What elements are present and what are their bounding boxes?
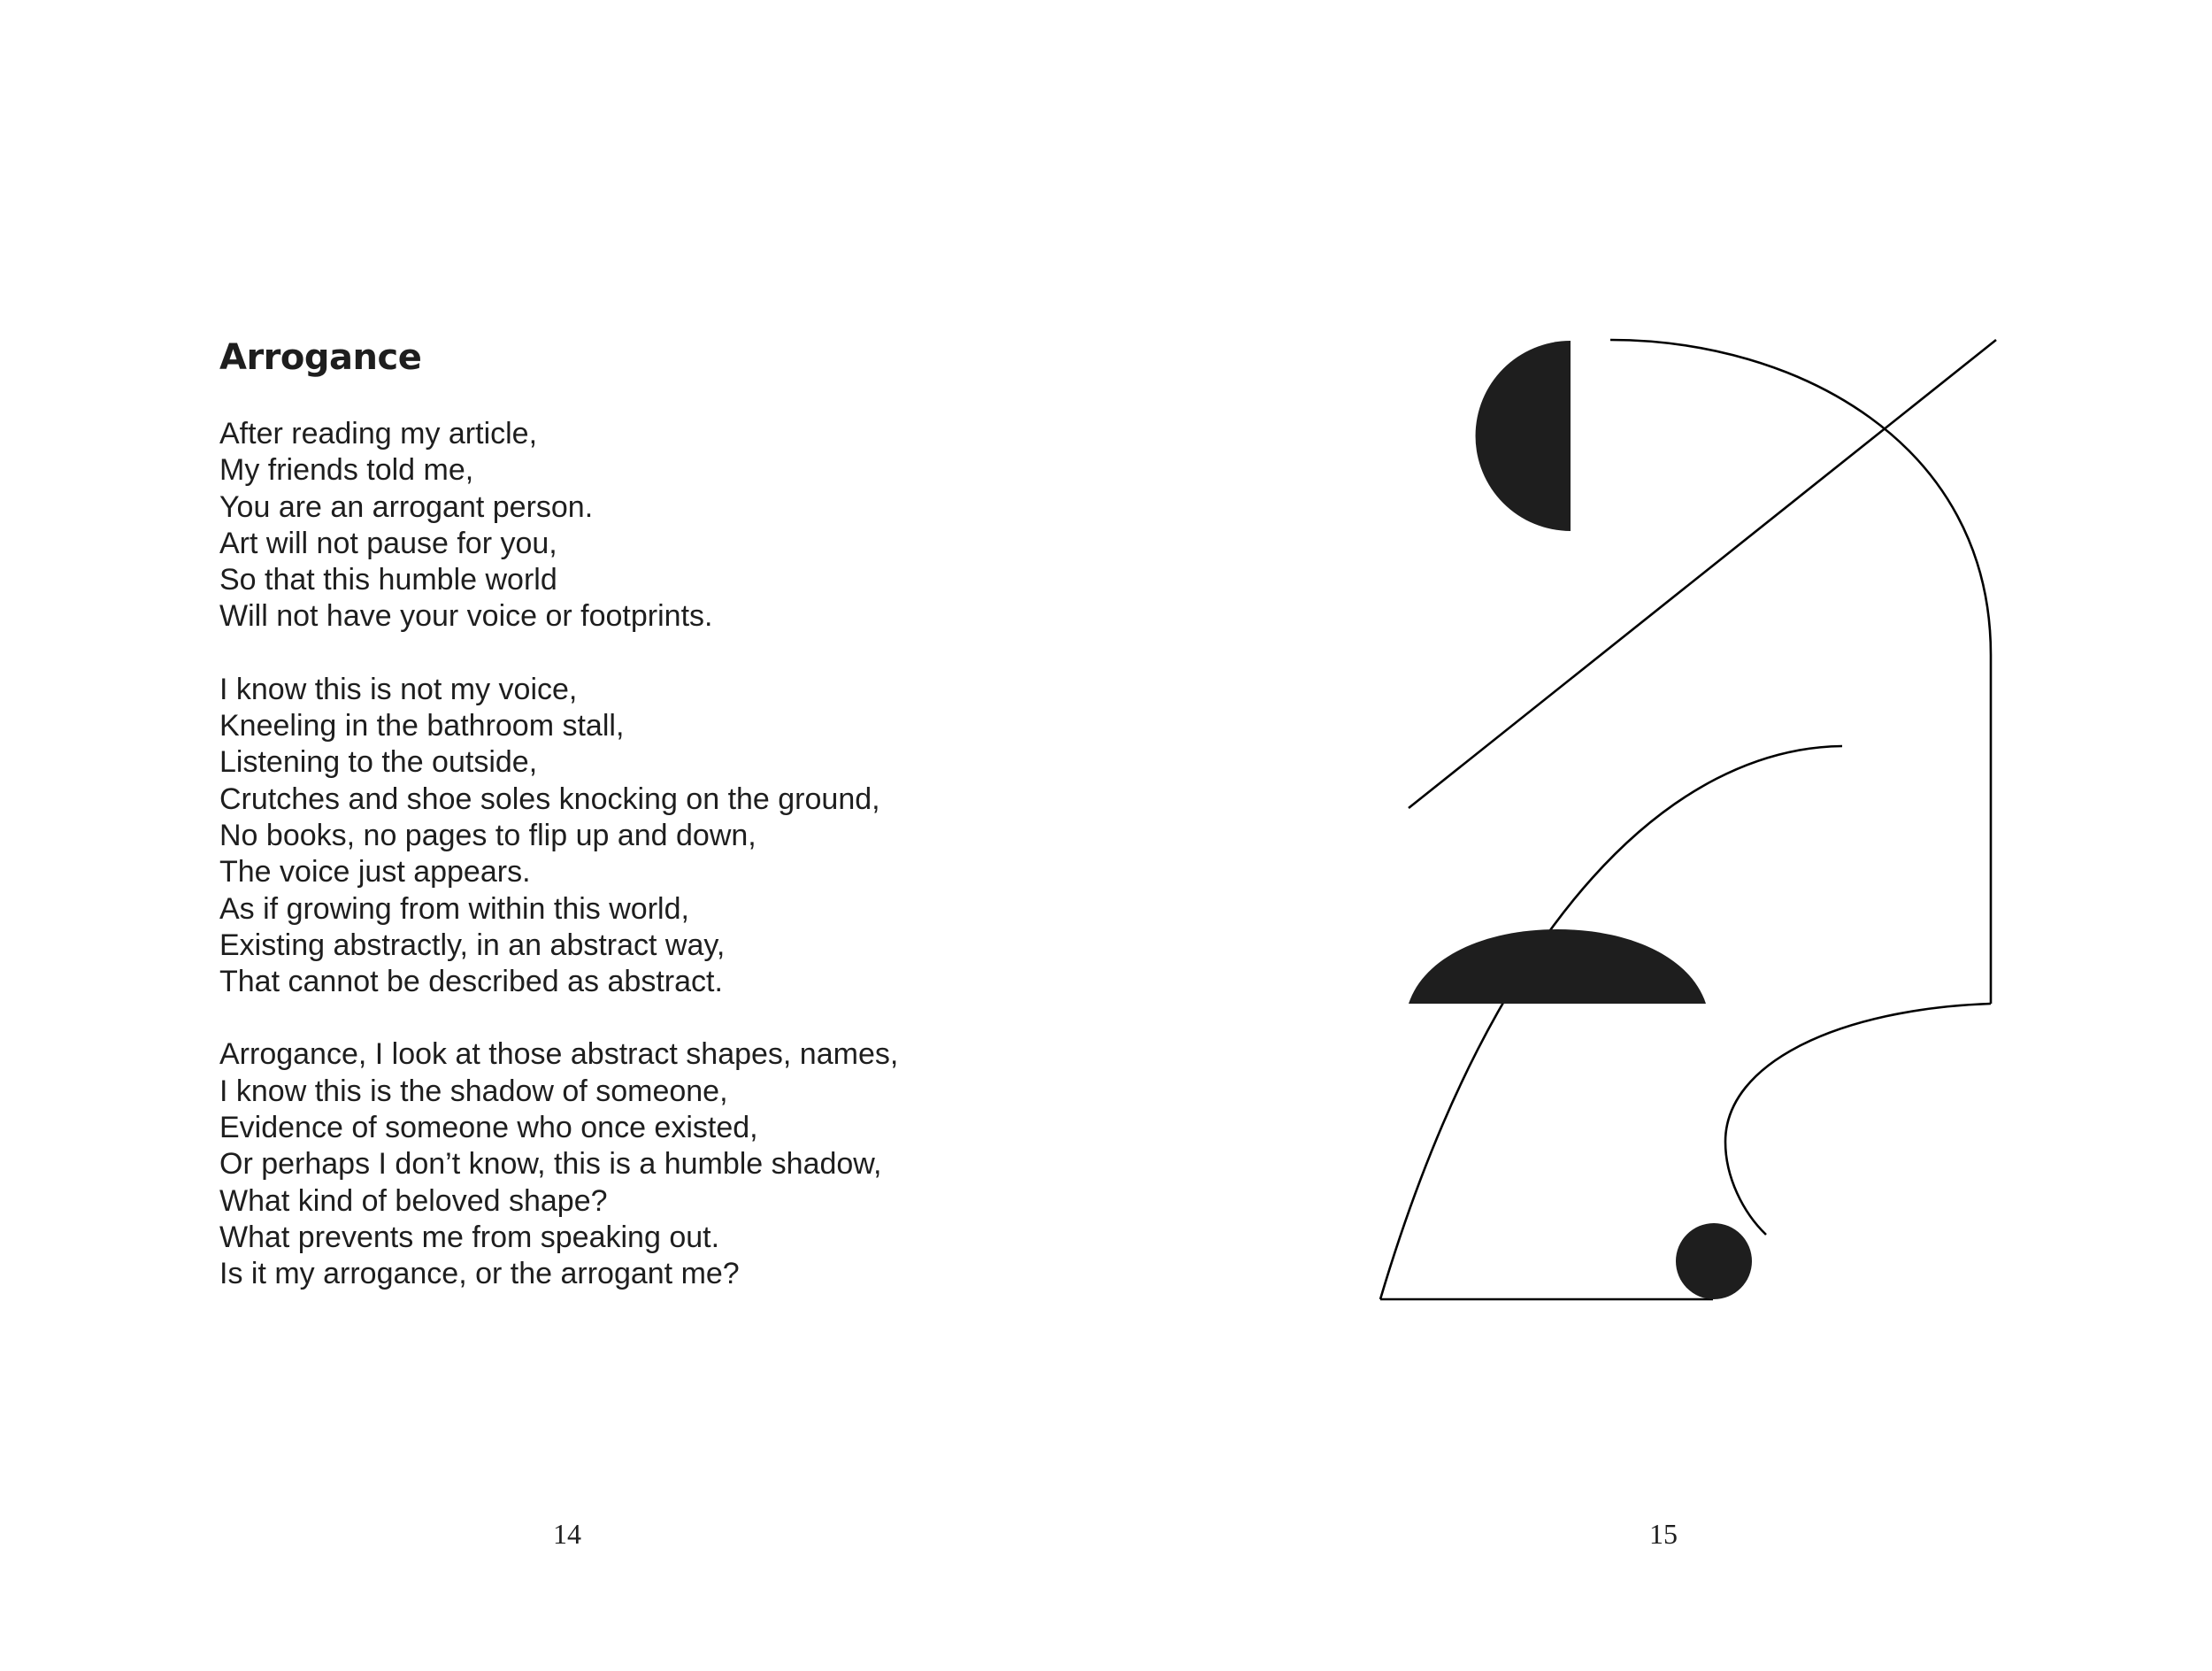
poem-line: You are an arrogant person.	[219, 489, 594, 524]
poem-line: The voice just appears.	[219, 855, 531, 889]
poem-line: I know this is the shadow of someone,	[219, 1074, 728, 1108]
poem-line: Crutches and shoe soles knocking on the ground,	[219, 782, 880, 816]
poem-line: Arrogance, I look at those abstract shapes, names,	[219, 1037, 899, 1072]
poem-title: Arrogance	[219, 337, 422, 378]
poem-line: Will not have your voice or footprints.	[219, 599, 713, 634]
dome-shape	[1409, 929, 1706, 1004]
filled-circle	[1676, 1223, 1752, 1299]
poem-line: Listening to the outside,	[219, 745, 538, 780]
poem-line: After reading my article,	[219, 417, 538, 450]
poem-line: I know this is not my voice,	[219, 672, 578, 706]
poem-line: No books, no pages to flip up and down,	[219, 818, 757, 852]
poem-line: Is it my arrogance, or the arrogant me?	[219, 1257, 740, 1291]
stanza-1	[219, 416, 1016, 635]
poem-body	[219, 416, 1016, 1329]
hook-curve-line	[1725, 1004, 1991, 1235]
poem-line: My friends told me,	[219, 453, 474, 488]
right-page	[1106, 0, 2212, 1671]
poem-line: Evidence of someone who once existed,	[219, 1111, 758, 1145]
page-number-right: 15	[1649, 1518, 1678, 1550]
abstract-illustration	[1106, 0, 2212, 1671]
poem-line: What kind of beloved shape?	[219, 1183, 608, 1218]
arch-curve-line	[1610, 340, 1991, 1004]
poem-line: So that this humble world	[219, 563, 557, 597]
poem-line: Kneeling in the bathroom stall,	[219, 709, 625, 743]
page-number-left: 14	[553, 1518, 581, 1550]
stanza-2	[219, 672, 1016, 1001]
poem-line: What prevents me from speaking out.	[219, 1220, 720, 1254]
stanza-3	[219, 1036, 1016, 1292]
half-disc-shape	[1476, 341, 1571, 531]
poem-line: Or perhaps I don’t know, this is a humble shadow,	[219, 1147, 882, 1182]
poem-line: Art will not pause for you,	[219, 526, 557, 560]
sweep-curve-line	[1380, 746, 1842, 1299]
poem-line: Existing abstractly, in an abstract way,	[219, 928, 726, 962]
poem-line: As if growing from within this world,	[219, 891, 689, 926]
poem-line: That cannot be described as abstract.	[219, 965, 723, 999]
